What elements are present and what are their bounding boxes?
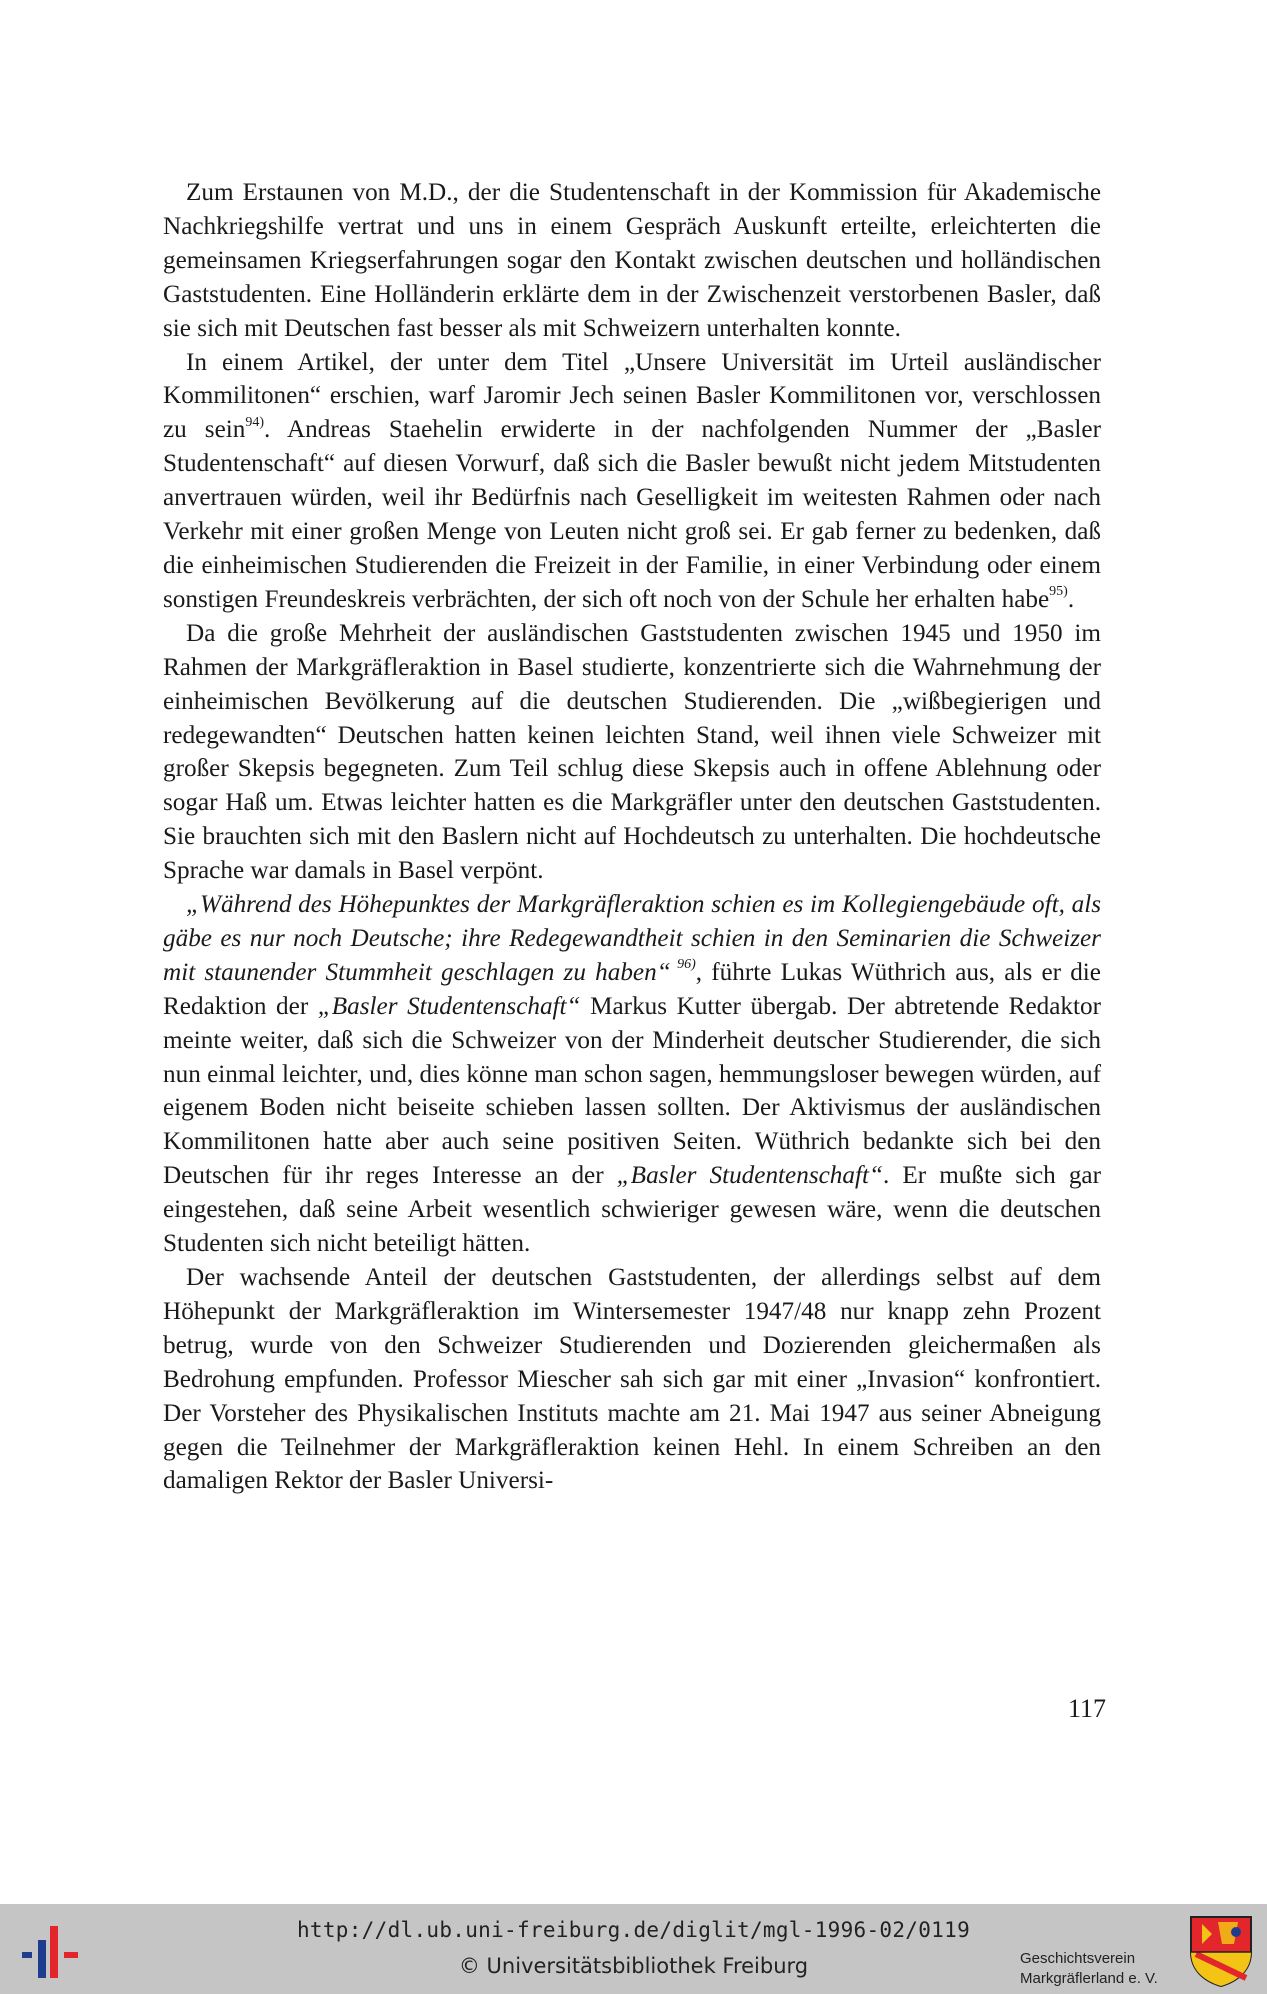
footer-copyright: © Universitätsbibliothek Freiburg — [458, 1954, 809, 1978]
footer-url-link[interactable]: http://dl.ub.uni-freiburg.de/diglit/mgl-1996-02/0119 — [296, 1918, 971, 1942]
body-text — [163, 176, 1101, 1498]
paragraph-text: . Andreas Staehelin erwiderte in der nachfolgenden Nummer der „Basler Studentenschaft“ auf diesen Vorwurf, daß sich die Basler bewußt nicht jedem Mitstudenten anvertrauen würden, weil ihr Bedürfnis nach Geselligkeit im weitesten Rahmen oder nach Verkehr mit einer großen Menge von Leuten nicht groß sei. Er gab ferner zu bedenken, daß die einheimischen Studierenden die Freizeit in der Familie, in einer Verbindung oder einem sonstigen Freundeskreis verbrächten, der sich oft noch von der Schule her erhalten habe — [163, 416, 1101, 613]
paragraph-text: Der wachsende Anteil der deutschen Gaststudenten, der allerdings selbst auf dem Höhepunkt der Markgräfleraktion im Wintersemester 1947/48 nur knapp zehn Prozent betrug, wurde von den Schweizer Studierenden und Dozierenden gleichermaßen als Bedrohung empfunden. Professor Miescher sah sich gar mit einer „Invasion“ konfrontiert. Der Vorsteher des Physikalischen Instituts machte am 21. Mai 1947 aus seiner Abneigung gegen die Teilnehmer der Markgräfleraktion keinen Hehl. In einem Schreiben an den damaligen Rektor der Basler Universi- — [163, 1264, 1101, 1495]
paragraph — [163, 176, 1101, 346]
markgraeflerland-crest-icon[interactable] — [1188, 1914, 1254, 1988]
paragraph-text: Zum Erstaunen von M.D., der die Studentenschaft in der Kommission für Akademische Nachkriegshilfe vertrat und uns in einem Gespräch Auskunft erteilte, erleichterten die gemeinsamen Kriegserfahrungen sogar den Kontakt zwischen deutschen und holländischen Gaststudenten. Eine Holländerin erklärte dem in der Zwischenzeit verstorbenen Basler, daß sie sich mit Deutschen fast besser als mit Schweizern unterhalten konnte. — [163, 179, 1101, 342]
society-name-line2: Markgräflerland e. V. — [1020, 1970, 1158, 1987]
paragraph-text: Markus Kutter übergab. Der abtretende Redaktor meinte weiter, daß sich die Schweizer von der Minderheit deutscher Studierender, die sich nun einmal leichter, und, dies könne man schon sagen, hemmungsloser bewegen würden, auf eigenem Boden nicht beiseite schieben lassen sollten. Der Aktivismus der ausländischen Kommilitonen hatte aber auch seine positiven Seiten. Wüthrich bedankte sich bei den Deutschen für ihr reges Interesse an der — [163, 992, 1102, 1190]
paragraph-text: . — [1067, 585, 1075, 613]
footnote-ref: 95) — [1049, 584, 1068, 600]
footnote-ref: 96) — [670, 957, 696, 973]
footer-bar — [0, 1904, 1267, 1994]
paragraph-text: In einem Artikel, der unter dem Titel „Unsere Universität im Urteil ausländischer Kommilitonen“ erschien, warf Jaromir Jech seinen Basler Kommilitonen vor, verschlossen zu sein — [163, 348, 1101, 444]
italic-text: „Während des Höhepunktes der Markgräfleraktion schien es im Kollegiengebäude oft, als gäbe es nur noch Deutsche; ihre Redegewandtheit schien in den Seminarien die Schweizer mit staunender Stummheit geschlagen zu haben“ — [163, 891, 1101, 986]
italic-text: „Basler Studentenschaft“ — [616, 1162, 883, 1190]
paragraph — [163, 1261, 1101, 1498]
paragraph — [163, 617, 1101, 888]
footnote-ref: 94) — [245, 414, 265, 430]
society-name — [1020, 1949, 1158, 1989]
paragraph — [163, 346, 1101, 617]
paragraph-text: Da die große Mehrheit der ausländischen Gaststudenten zwischen 1945 und 1950 im Rahmen der Markgräfleraktion in Basel studierte, konzentrierte sich die Wahrnehmung der einheimischen Bevölkerung auf die deutschen Studierenden. Die „wißbegierigen und redegewandten“ Deutschen hatten keinen leichten Stand, weil ihnen viele Schweizer mit großer Skepsis begegneten. Zum Teil schlug diese Skepsis auch in offene Ablehnung oder sogar Haß um. Etwas leichter hatten es die Markgräfler unter den deutschen Gaststudenten. Sie brauchten sich mit den Baslern nicht auf Hochdeutsch zu unterhalten. Die hochdeutsche Sprache war damals in Basel verpönt. — [163, 619, 1101, 885]
paragraph-text: , führte Lukas Wüthrich aus, als er die Redaktion der — [163, 958, 1101, 1020]
italic-text: „Basler Studentenschaft“ — [317, 992, 581, 1020]
paragraph — [163, 888, 1101, 1261]
page-number: 117 — [1067, 1694, 1106, 1723]
society-name-line1: Geschichtsverein — [1020, 1950, 1136, 1967]
paragraph-text: . Er mußte sich gar eingestehen, daß seine Arbeit wesentlich schwieriger gewesen wäre, wenn die deutschen Studenten sich nicht beteiligt hätten. — [163, 1162, 1101, 1258]
